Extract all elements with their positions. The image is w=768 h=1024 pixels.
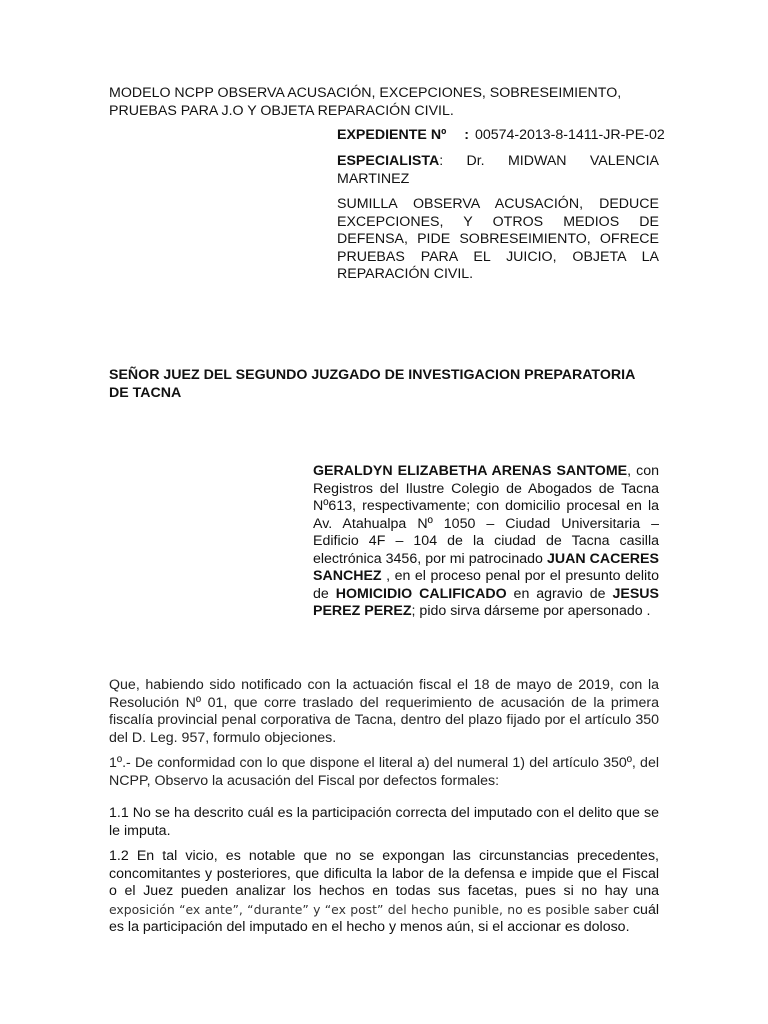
party-text-4: ; pido sirva dárseme por apersonado . [411, 603, 651, 619]
point-1-2-text-a: 1.2 En tal vicio, es notable que no se expongan las circunstancias precedentes, concomitantes y posteriores, que dificulta la labor de la defensa e impide que el Fiscal o el Juez pueden analizar los hechos en todas sus facetas, pues si no hay una [109, 848, 659, 899]
paragraph-point-1-2 [109, 848, 659, 937]
party-text-1: , con Registros del Ilustre Colegio de Abogados de Tacna Nº613, respectivamente; con domicilio procesal en la Av. Atahualpa Nº 1050 – Ciudad Universitaria – Edificio 4F – 104 de la ciudad de Tacna casilla electrónica 3456, por mi patrocinado [313, 463, 660, 567]
lawyer-name: GERALDYN ELIZABETHA ARENAS SANTOME [313, 463, 628, 479]
party-paragraph [313, 463, 659, 621]
expediente-separator: : [464, 127, 469, 143]
paragraph-point-1-1: 1.1 No se ha descrito cuál es la participación correcta del imputado con el delito que se le imputa. [109, 805, 659, 839]
client-name: JUAN CACERES SANCHEZ [313, 550, 659, 584]
paragraph-observation-intro: 1º.- De conformidad con lo que dispone el literal a) del numeral 1) del artículo 350º, del NCPP, Observo la acusación del Fiscal por defectos formales: [109, 755, 659, 789]
expediente-value: 00574-2013-8-1411-JR-PE-02 [474, 127, 665, 143]
especialista-label: ESPECIALISTA [337, 153, 440, 169]
especialista-value: : Dr. MIDWAN VALENCIA MARTINEZ [337, 153, 659, 187]
especialista-line [337, 153, 659, 188]
point-1-2-text-c: cuál es la participación del imputado en el hecho y menos aún, si el accionar es doloso. [109, 901, 659, 935]
addressee-heading: SEÑOR JUEZ DEL SEGUNDO JUZGADO DE INVESTIGACION PREPARATORIA DE TACNA [109, 367, 635, 401]
expediente-label: EXPEDIENTE Nº [337, 127, 447, 143]
paragraph-notification: Que, habiendo sido notificado con la actuación fiscal el 18 de mayo de 2019, con la Resolución Nº 01, que corre traslado del requerimiento de acusación de la primera fiscalía provincial penal corporativa de Tacna, dentro del plazo fijado por el artículo 350 del D. Leg. 957, formulo objeciones. [109, 677, 659, 746]
document-title: MODELO NCPP OBSERVA ACUSACIÓN, EXCEPCIONES, SOBRESEIMIENTO, PRUEBAS PARA J.O Y OBJETA REPARACIÓN CIVIL. [109, 85, 622, 119]
sumilla: SUMILLA OBSERVA ACUSACIÓN, DEDUCE EXCEPCIONES, Y OTROS MEDIOS DE DEFENSA, PIDE SOBRESEIMIENTO, OFRECE PRUEBAS PARA EL JUICIO, OBJETA LA REPARACIÓN CIVIL. [337, 196, 659, 282]
crime-name: HOMICIDIO CALIFICADO [335, 585, 507, 602]
victim-name: JESUS PEREZ PEREZ [313, 585, 659, 619]
expediente-line [337, 127, 665, 145]
party-text-2: , en el proceso penal por el presunto delito de [313, 568, 659, 602]
point-1-2-text-b: exposición “ex ante”, “durante” y “ex post” del hecho punible, no es posible saber [109, 901, 629, 917]
party-text-3: en agravio de [506, 585, 613, 602]
